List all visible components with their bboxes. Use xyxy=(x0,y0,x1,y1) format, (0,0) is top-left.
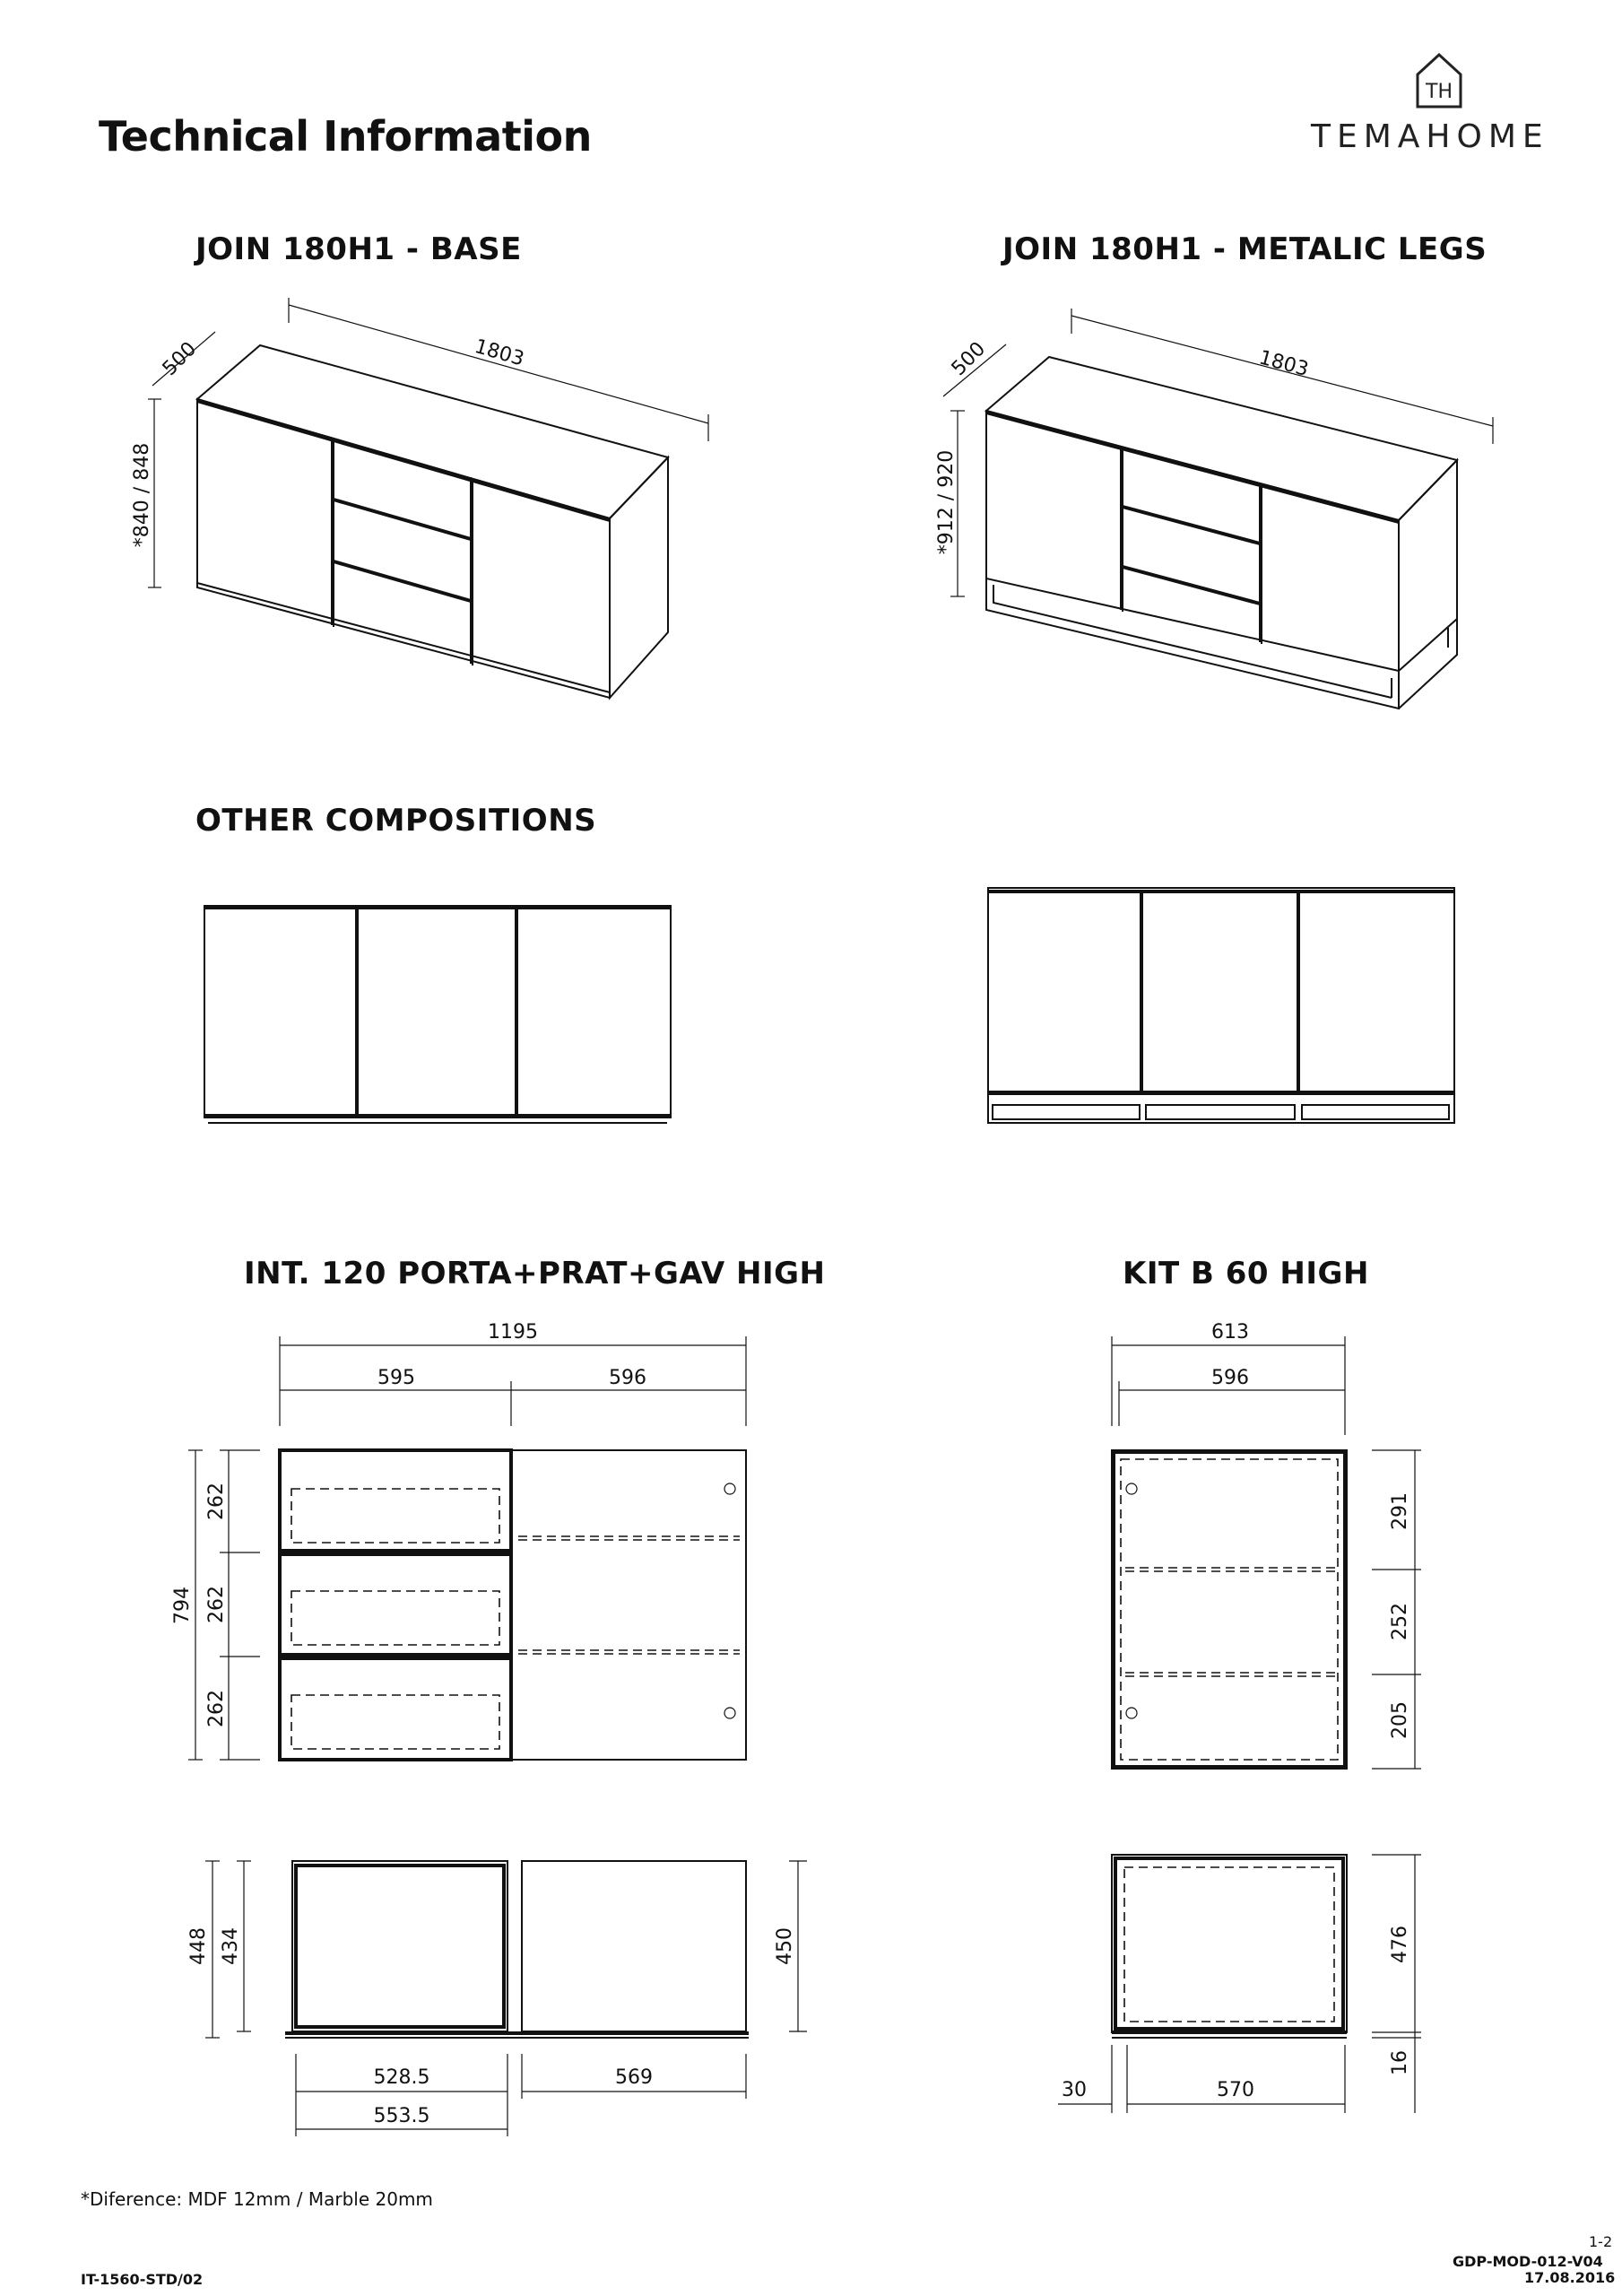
section-title-kitb: KIT B 60 HIGH xyxy=(1123,1256,1369,1292)
legs-depth-label: 500 xyxy=(947,337,991,381)
page-title: Technical Information xyxy=(99,112,592,161)
kitb-h2: 252 xyxy=(1389,1603,1411,1640)
doc-code: GDP-MOD-012-V04 xyxy=(1453,2253,1603,2270)
base-width-label: 1803 xyxy=(472,335,527,371)
doc-date: 17.08.2016 xyxy=(1524,2269,1616,2286)
section-title-other: OTHER COMPOSITIONS xyxy=(195,803,597,839)
kitb-inner-width: 596 xyxy=(1211,1367,1249,1389)
page-number: 1-2 xyxy=(1589,2233,1613,2250)
kitb-h1: 291 xyxy=(1389,1492,1411,1530)
int120-depth-outer: 448 xyxy=(187,1927,210,1965)
int120-left-width: 595 xyxy=(377,1367,415,1389)
footnote: *Diference: MDF 12mm / Marble 20mm xyxy=(81,2188,433,2210)
kitb-total-width: 613 xyxy=(1211,1321,1249,1344)
base-cabinet-drawing xyxy=(148,298,708,698)
section-title-int120: INT. 120 PORTA+PRAT+GAV HIGH xyxy=(244,1256,826,1292)
composition-legs-drawing xyxy=(988,888,1454,1123)
int120-bottom-right: 569 xyxy=(615,2066,653,2089)
kitb-h3: 205 xyxy=(1389,1701,1411,1739)
int120-drawer-h1: 262 xyxy=(205,1483,228,1520)
base-depth-label: 500 xyxy=(158,337,202,381)
legs-height-label: *912 / 920 xyxy=(935,449,958,555)
kitb-front-drawing xyxy=(1112,1336,1421,1769)
int120-bottom-inner: 528.5 xyxy=(373,2066,430,2089)
int120-drawer-h2: 262 xyxy=(205,1586,228,1623)
legs-cabinet-drawing xyxy=(943,309,1493,709)
int120-top-drawing xyxy=(205,1861,807,2136)
brand-name: TEMAHOME xyxy=(1311,118,1549,155)
int120-total-width: 1195 xyxy=(488,1321,538,1344)
logo-letters: TH xyxy=(1426,81,1453,103)
section-title-legs: JOIN 180H1 - METALIC LEGS xyxy=(1002,231,1488,267)
composition-base-drawing xyxy=(204,906,671,1123)
base-height-label: *840 / 848 xyxy=(131,442,153,548)
int120-depth-right: 450 xyxy=(774,1927,796,1965)
int120-drawer-h3: 262 xyxy=(205,1690,228,1727)
int120-depth-inner: 434 xyxy=(220,1927,242,1965)
kitb-bottom-width: 570 xyxy=(1217,2079,1254,2101)
section-title-base: JOIN 180H1 - BASE xyxy=(195,231,522,267)
int120-right-width: 596 xyxy=(609,1367,646,1389)
kitb-thickness: 16 xyxy=(1389,2050,1411,2075)
int120-bottom-outer: 553.5 xyxy=(373,2105,430,2127)
kitb-depth: 476 xyxy=(1389,1926,1411,1963)
int120-total-height: 794 xyxy=(171,1587,194,1624)
kitb-side: 30 xyxy=(1062,2079,1087,2101)
kitb-top-drawing xyxy=(1058,1855,1421,2113)
legs-width-label: 1803 xyxy=(1256,346,1311,382)
doc-left-code: IT-1560-STD/02 xyxy=(81,2271,204,2288)
int120-front-drawing xyxy=(188,1336,746,1760)
